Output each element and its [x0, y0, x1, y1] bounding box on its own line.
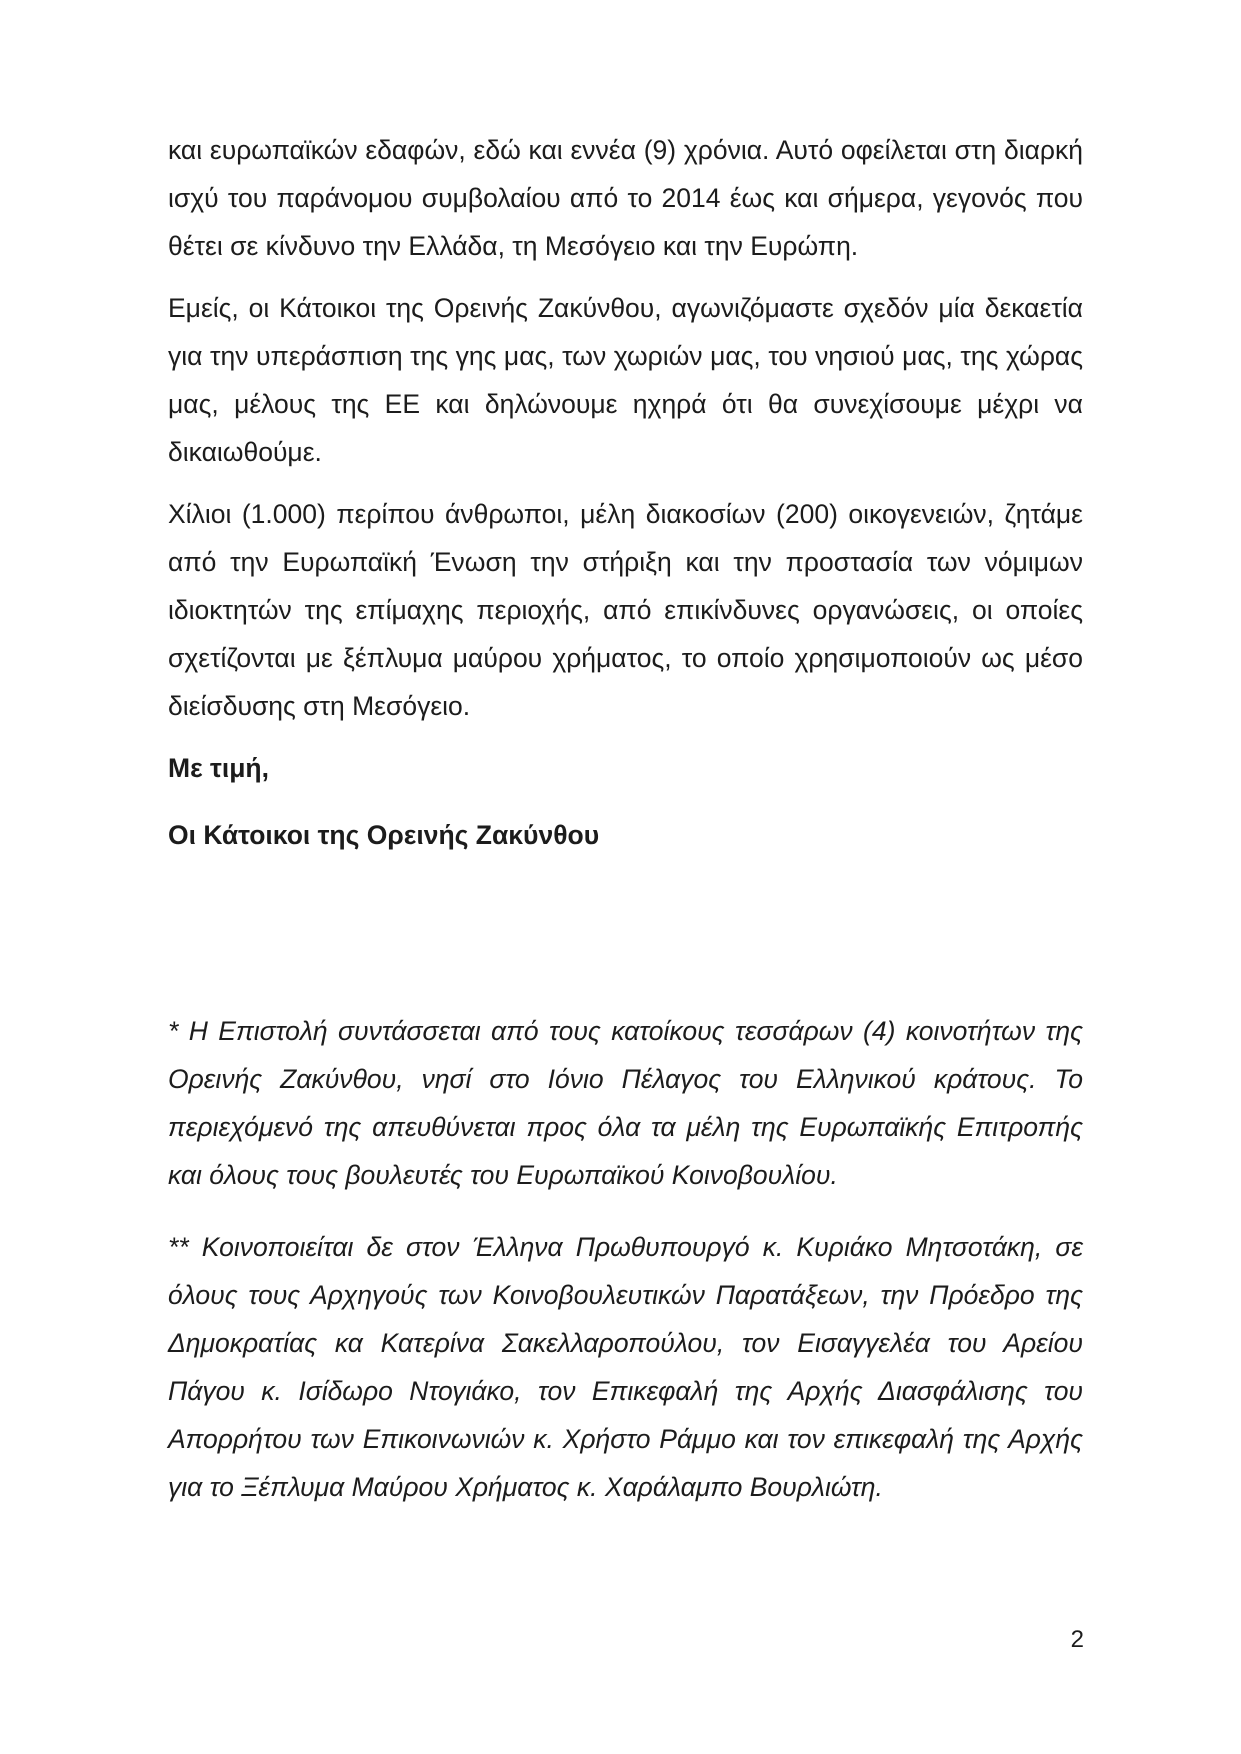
body-paragraph-2: Εμείς, οι Κάτοικοι της Ορεινής Ζακύνθου, αγωνιζόμαστε σχεδόν μία δεκαετία για την υπεράσπιση της γης μας, των χωριών μας, του νησιού μας, της χώρας μας, μέλους της ΕΕ και δηλώνουμε ηχηρά ότι θα συνεχίσουμε μέχρι να δικαιωθούμε.	[168, 293, 1083, 467]
footnote-block	[168, 1007, 1083, 1511]
footnote-paragraph-1: * Η Επιστολή συντάσσεται από τους κατοίκους τεσσάρων (4) κοινοτήτων της Ορεινής Ζακύνθου, νησί στο Ιόνιο Πέλαγος του Ελληνικού κράτους. Το περιεχόμενό της απευθύνεται προς όλα τα μέλη της Ευρωπαϊκής Επιτροπής και όλους τους βουλευτές του Ευρωπαϊκού Κοινοβουλίου.	[168, 1016, 1083, 1190]
body-paragraph-3: Χίλιοι (1.000) περίπου άνθρωποι, μέλη διακοσίων (200) οικογενειών, ζητάμε από την Ευρωπαϊκή Ένωση την στήριξη και την προστασία των νόμιμων ιδιοκτητών της επίμαχης περιοχής, από επικίνδυνες οργανώσεις, οι οποίες σχετίζονται με ξέπλυμα μαύρου χρήματος, το οποίο χρησιμοποιούν ως μέσο διείσδυσης στη Μεσόγειο.	[168, 499, 1083, 721]
footnote-paragraph-2: ** Κοινοποιείται δε στον Έλληνα Πρωθυπουργό κ. Κυριάκο Μητσοτάκη, σε όλους τους Αρχηγούς των Κοινοβουλευτικών Παρατάξεων, την Πρόεδρο της Δημοκρατίας κα Κατερίνα Σακελλαροπούλου, τον Εισαγγελέα του Αρείου Πάγου κ. Ισίδωρο Ντογιάκο, τον Επικεφαλή της Αρχής Διασφάλισης του Απορρήτου των Επικοινωνιών κ. Χρήστο Ράμμο και τον επικεφαλή της Αρχής για το Ξέπλυμα Μαύρου Χρήματος κ. Χαράλαμπο Βουρλιώτη.	[168, 1232, 1083, 1502]
closing-salutation: Με τιμή,	[168, 753, 269, 783]
body-paragraph-1: και ευρωπαϊκών εδαφών, εδώ και εννέα (9) χρόνια. Αυτό οφείλεται στη διαρκή ισχύ του παράνομου συμβολαίου από το 2014 έως και σήμερα, γεγονός που θέτει σε κίνδυνο την Ελλάδα, τη Μεσόγειο και την Ευρώπη.	[168, 135, 1083, 261]
closing-signature: Οι Κάτοικοι της Ορεινής Ζακύνθου	[168, 820, 600, 850]
document-content	[168, 126, 1083, 1535]
page-number: 2	[1070, 1626, 1084, 1653]
